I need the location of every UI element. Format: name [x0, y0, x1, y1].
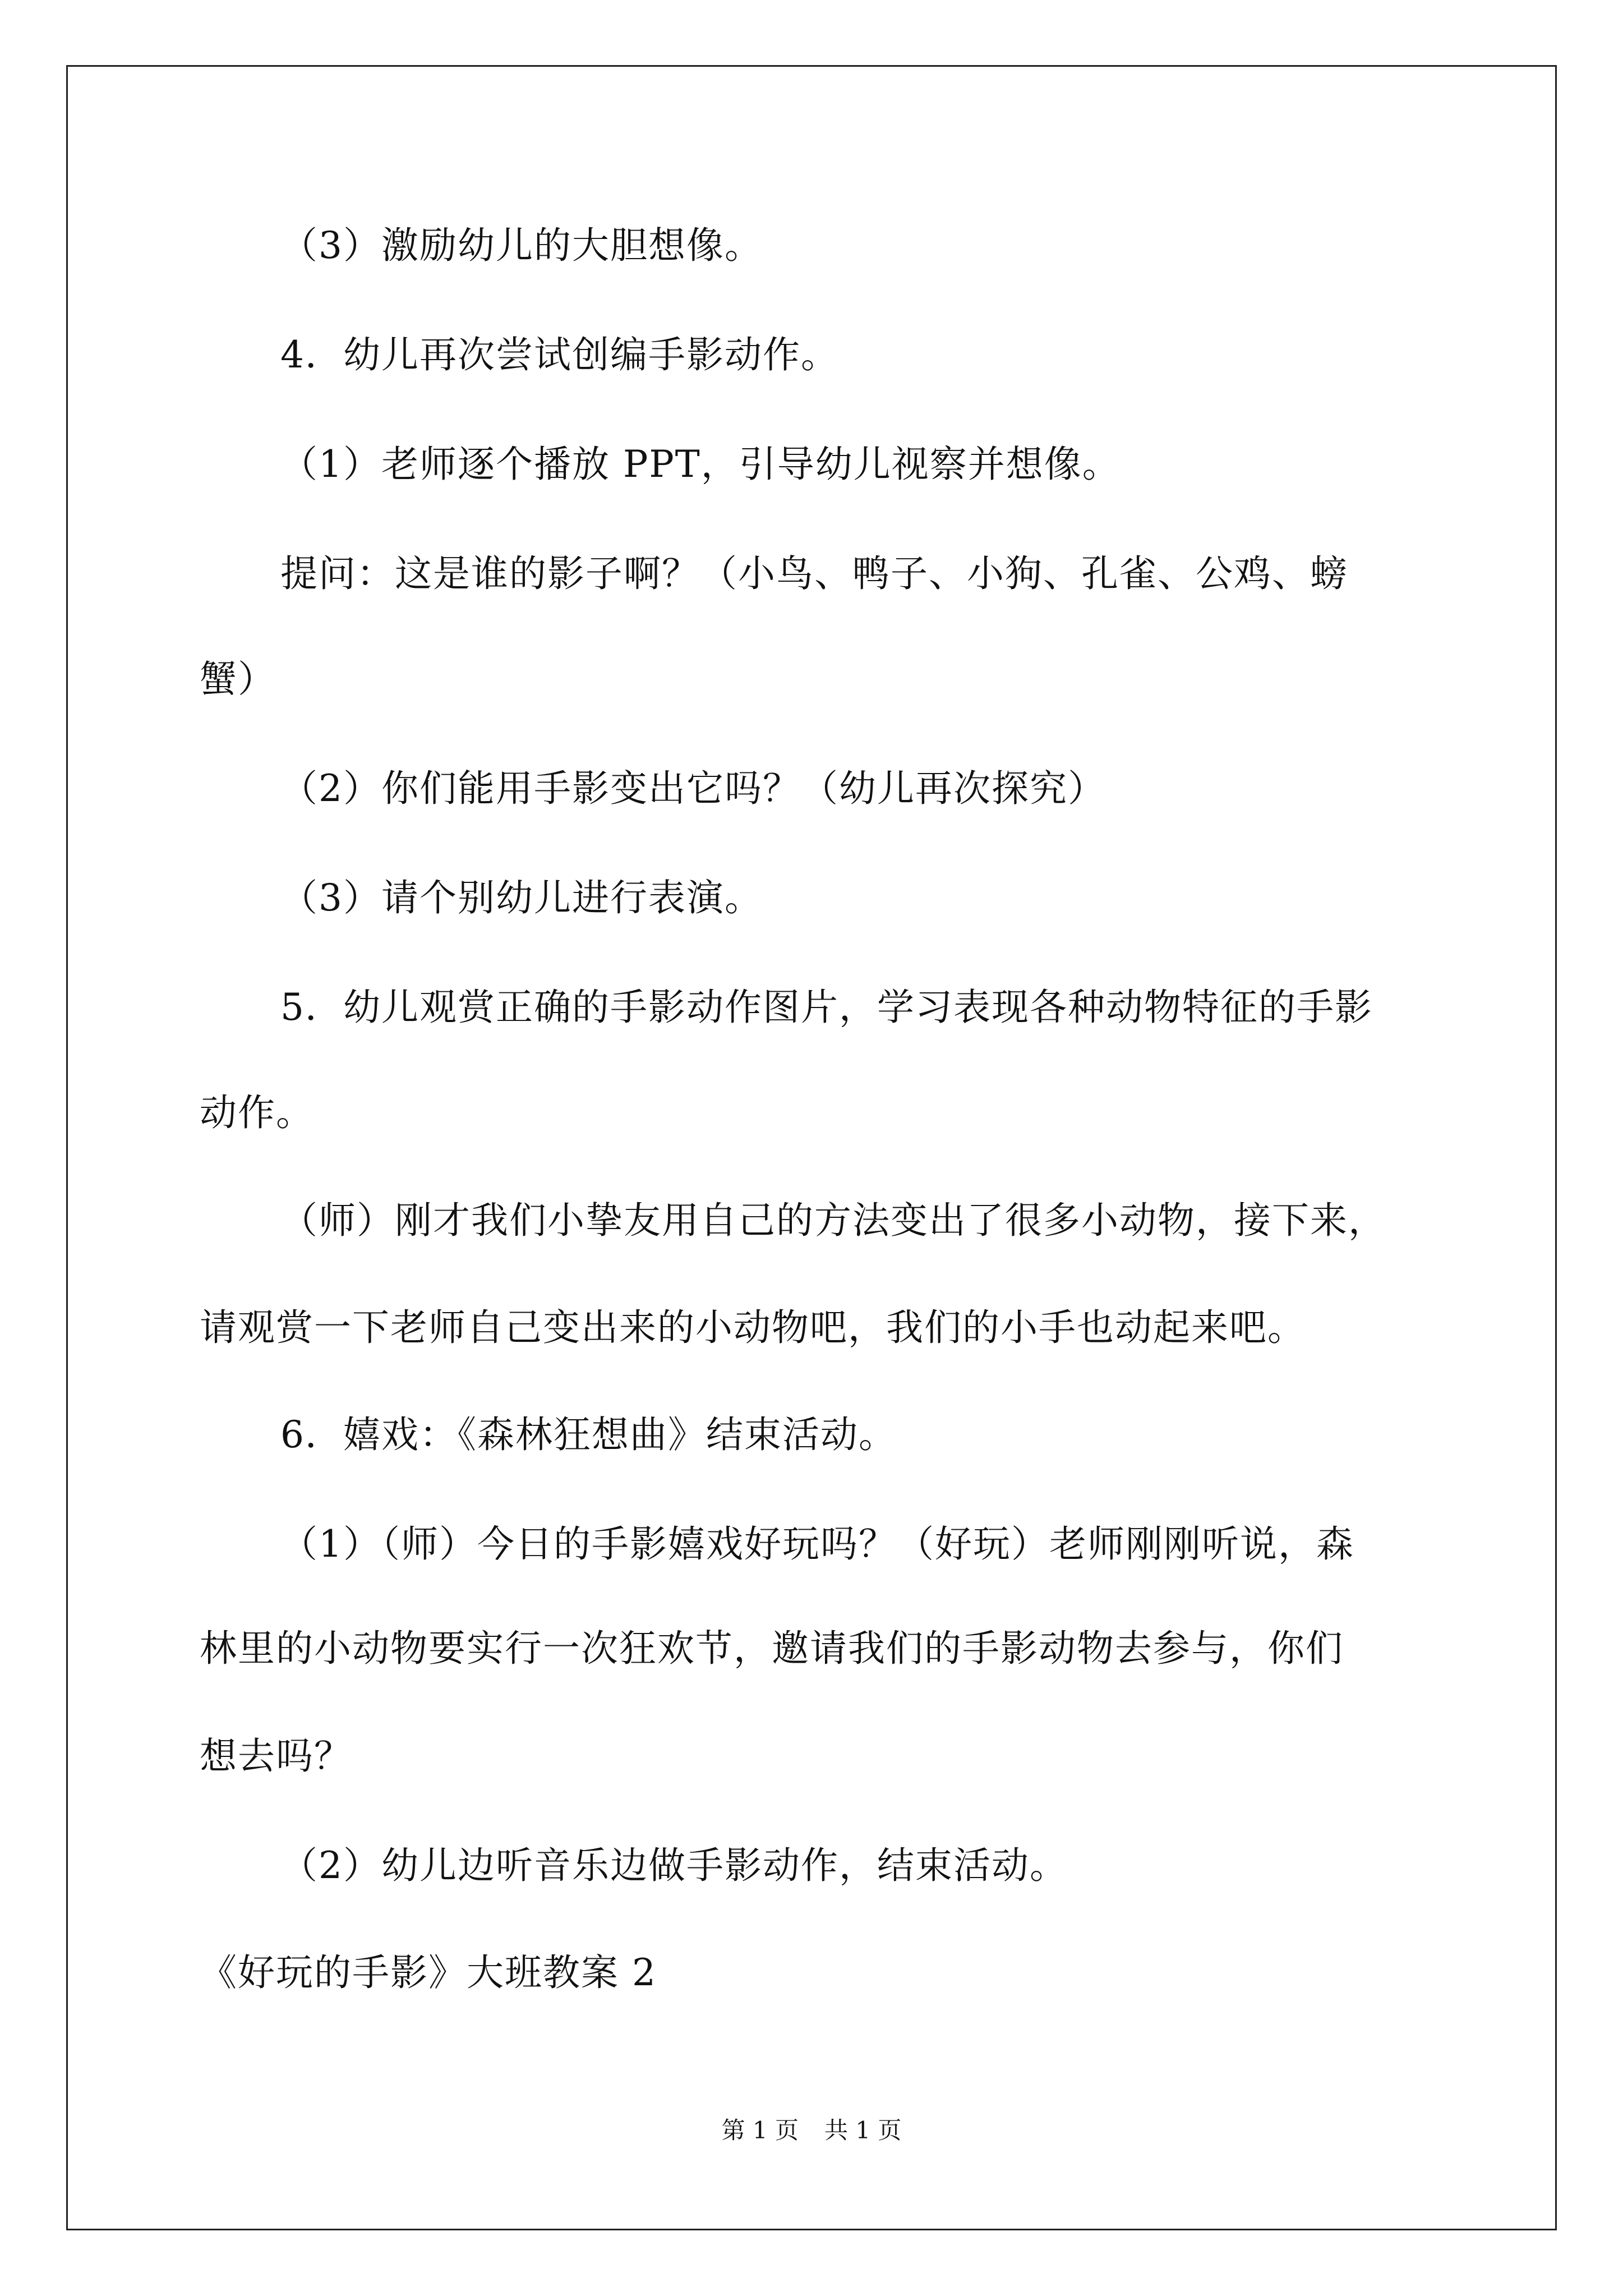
paragraph-line: （2）幼儿边听音乐边做手影动作，结束活动。	[280, 1844, 1068, 1887]
page-border	[66, 65, 1557, 2230]
paragraph-line: 想去吗？	[200, 1734, 352, 1778]
paragraph-line: （1）（师）今日的手影嬉戏好玩吗？（好玩）老师刚刚听说，森	[280, 1522, 1354, 1566]
paragraph-line: 请观赏一下老师自己变出来的小动物吧，我们的小手也动起来吧。	[200, 1306, 1306, 1349]
page-number: 第 1 页	[721, 2116, 799, 2144]
paragraph-line: 林里的小动物要实行一次狂欢节，邀请我们的手影动物去参与，你们	[200, 1627, 1344, 1670]
page-footer	[0, 2115, 1623, 2146]
paragraph-line: （2）你们能用手影变出它吗？（幼儿再次探究）	[280, 767, 1106, 810]
paragraph-line: 5．幼儿观赏正确的手影动作图片，学习表现各种动物特征的手影	[280, 986, 1373, 1029]
paragraph-line: 动作。	[200, 1091, 314, 1134]
paragraph-line: （3）请个别幼儿进行表演。	[280, 876, 763, 919]
page-total: 共 1 页	[824, 2116, 902, 2144]
paragraph-line: 6．嬉戏：《森林狂想曲》结束活动。	[280, 1413, 897, 1456]
section-heading: 《好玩的手影》大班教案 2	[200, 1951, 657, 1994]
paragraph-line: （师）刚才我们小挚友用自己的方法变出了很多小动物，接下来，	[280, 1199, 1386, 1242]
paragraph-line: 提问：这是谁的影子啊？（小鸟、鸭子、小狗、孔雀、公鸡、螃	[280, 552, 1348, 595]
paragraph-line: 4．幼儿再次尝试创编手影动作。	[280, 333, 839, 376]
paragraph-line: （3）激励幼儿的大胆想像。	[280, 224, 763, 267]
paragraph-line: 蟹）	[200, 657, 276, 701]
paragraph-line: （1）老师逐个播放 PPT，引导幼儿视察并想像。	[280, 443, 1121, 486]
